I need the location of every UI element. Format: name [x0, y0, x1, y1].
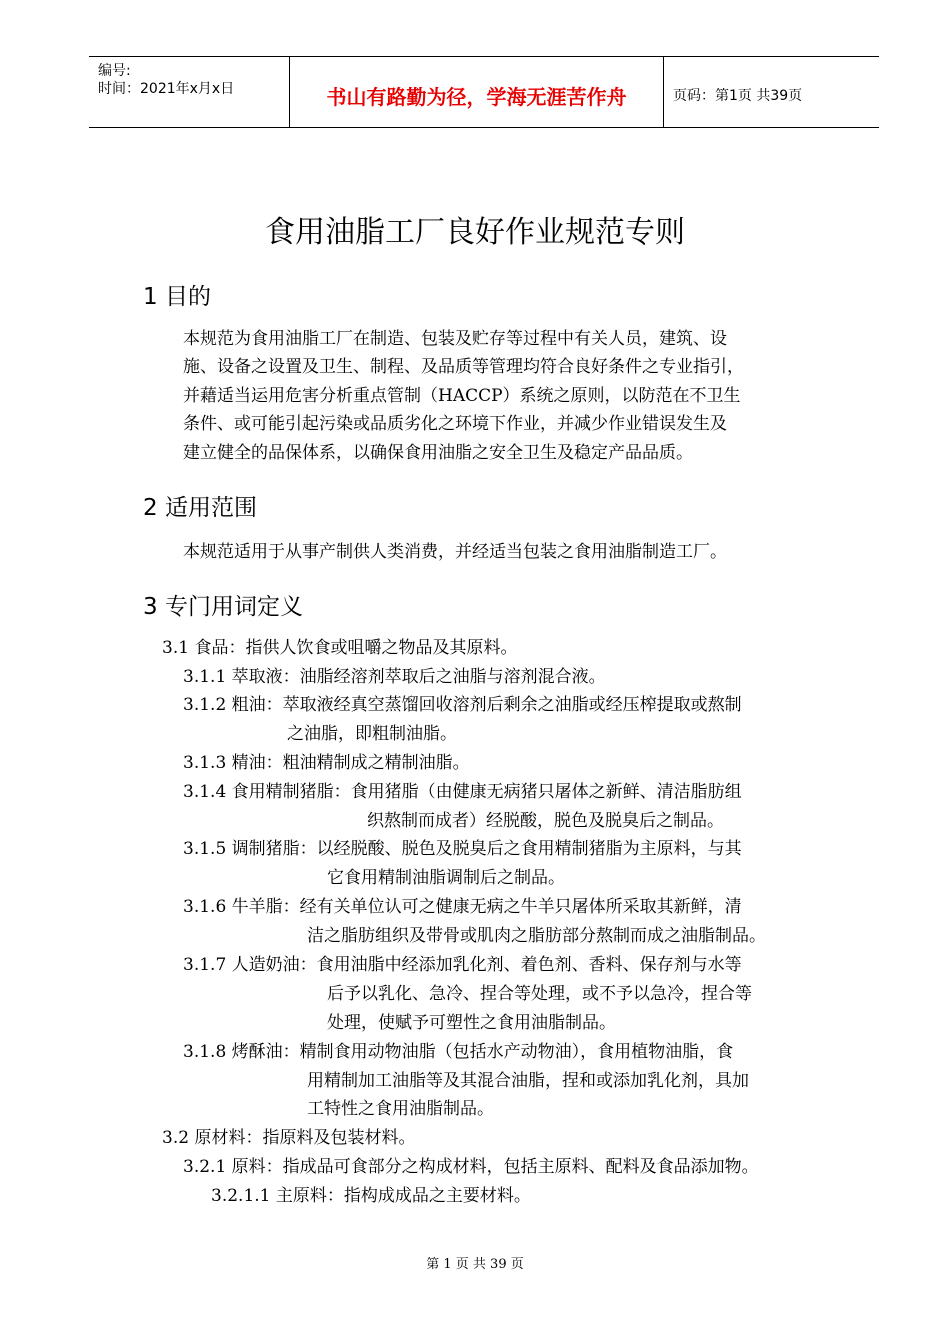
definition-line: 织熬制而成者）经脱酸，脱色及脱臭后之制品。 [367, 811, 724, 831]
definition-line: 3.1.7 人造奶油：食用油脂中经添加乳化剂、着色剂、香料、保存剂与水等 [183, 955, 742, 975]
definition-line: 它食用精制油脂调制后之制品。 [327, 868, 565, 888]
header-page-cell [663, 57, 879, 127]
definition-line: 3.1 食品：指供人饮食或咀嚼之物品及其原料。 [162, 638, 518, 658]
paragraph-line: 条件、或可能引起污染或品质劣化之环境下作业，并减少作业错误发生及 [183, 414, 727, 434]
definition-line: 处理，使赋予可塑性之食用油脂制品。 [327, 1013, 616, 1033]
section-heading-purpose: 1 目的 [143, 284, 211, 310]
document-title: 食用油脂工厂良好作业规范专则 [265, 215, 685, 250]
paragraph-line: 并藉适当运用危害分析重点管制（HACCP）系统之原则，以防范在不卫生 [183, 386, 741, 406]
header-motto-cell [289, 57, 664, 127]
definition-line: 3.1.6 牛羊脂：经有关单位认可之健康无病之牛羊只屠体所采取其新鲜，清 [183, 897, 742, 917]
section-heading-definitions: 3 专门用词定义 [143, 594, 303, 620]
definition-line: 3.1.3 精油：粗油精制成之精制油脂。 [183, 753, 470, 773]
definition-line: 3.1.5 调制猪脂：以经脱酸、脱色及脱臭后之食用精制猪脂为主原料，与其 [183, 839, 742, 859]
header-motto: 书山有路勤为径，学海无涯苦作舟 [326, 85, 627, 109]
document-time-label: 时间：2021年x月x日 [98, 81, 235, 97]
definition-line: 3.2 原材料：指原料及包装材料。 [162, 1128, 416, 1148]
definition-line: 3.2.1.1 主原料：指构成成品之主要材料。 [211, 1186, 531, 1206]
definition-line: 3.1.8 烤酥油：精制食用动物油脂（包括水产动物油），食用植物油脂，食 [183, 1042, 734, 1062]
section-heading-scope: 2 适用范围 [143, 495, 257, 521]
definition-line: 工特性之食用油脂制品。 [307, 1099, 494, 1119]
paragraph-line: 施、设备之设置及卫生、制程、及品质等管理均符合良好条件之专业指引， [183, 357, 744, 377]
paragraph-line: 本规范为食用油脂工厂在制造、包装及贮存等过程中有关人员，建筑、设 [183, 329, 727, 349]
definition-line: 3.1.1 萃取液：油脂经溶剂萃取后之油脂与溶剂混合液。 [183, 667, 606, 687]
definition-line: 后予以乳化、急冷、捏合等处理，或不予以急冷，捏合等 [327, 984, 752, 1004]
definition-line: 3.2.1 原料：指成品可食部分之构成材料，包括主原料、配料及食品添加物。 [183, 1157, 759, 1177]
definition-line: 3.1.2 粗油：萃取液经真空蒸馏回收溶剂后剩余之油脂或经压榨提取或熬制 [183, 695, 742, 715]
paragraph-line: 本规范适用于从事产制供人类消费，并经适当包装之食用油脂制造工厂。 [183, 542, 727, 562]
definition-line: 用精制加工油脂等及其混合油脂，捏和或添加乳化剂，具加 [307, 1071, 749, 1091]
document-number-label: 编号: [98, 63, 131, 79]
definition-line: 洁之脂肪组织及带骨或肌肉之脂肪部分熬制而成之油脂制品。 [307, 926, 766, 946]
paragraph-line: 建立健全的品保体系，以确保食用油脂之安全卫生及稳定产品品质。 [183, 443, 693, 463]
page-header [89, 56, 879, 128]
header-page-number: 页码：第1页 共39页 [673, 88, 803, 104]
header-meta-cell [89, 57, 289, 127]
page-footer: 第 1 页 共 39 页 [426, 1257, 524, 1272]
definition-line: 之油脂，即粗制油脂。 [287, 724, 457, 744]
definition-line: 3.1.4 食用精制猪脂：食用猪脂（由健康无病猪只屠体之新鲜、清洁脂肪组 [183, 782, 742, 802]
